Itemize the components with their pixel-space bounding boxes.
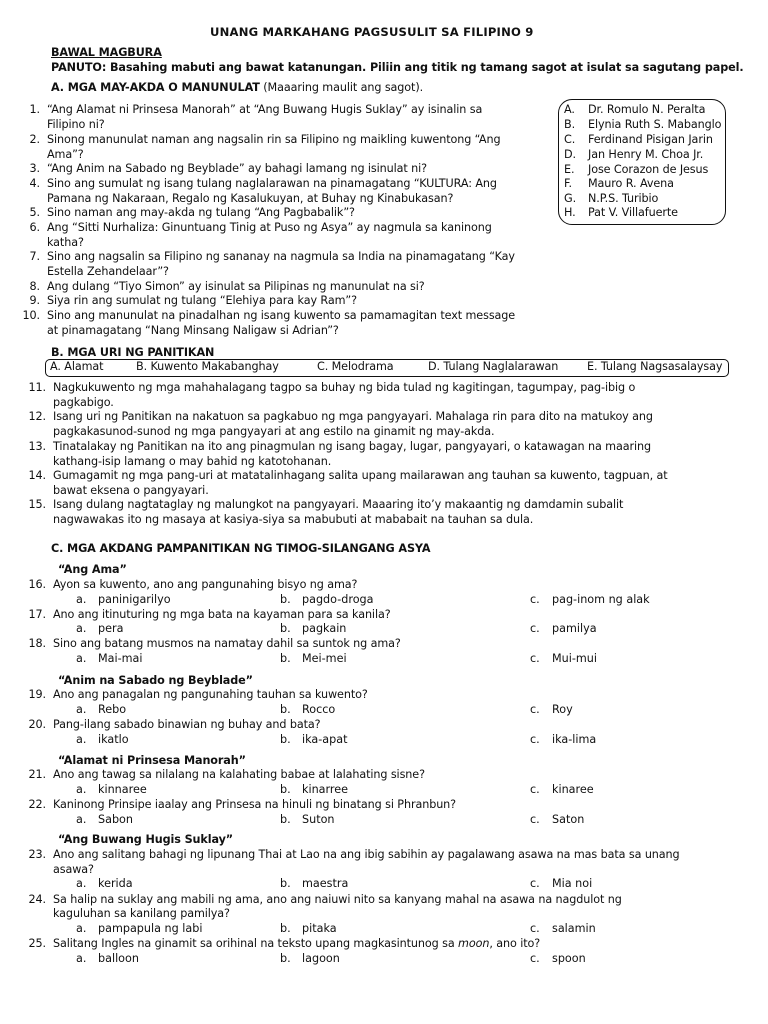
option-letter-c: c. bbox=[530, 622, 540, 635]
question-number: 24. bbox=[28, 893, 46, 906]
option-letter-a: a. bbox=[76, 813, 87, 826]
question-number: 5. bbox=[29, 206, 40, 219]
option-letter-b: b. bbox=[280, 593, 291, 606]
option-c: Roy bbox=[552, 703, 573, 716]
question-text-part: , ano ito? bbox=[489, 937, 541, 950]
question-number: 18. bbox=[28, 637, 46, 650]
option-c: Mia noi bbox=[552, 877, 593, 890]
author-choice-letter: D. bbox=[564, 148, 576, 161]
question-text: Ano ang salitang bahagi ng lipunang Thai at Lao na ang ibig sabihin ay pagalawang asawa na mas bata sa unang bbox=[53, 848, 680, 861]
question-number: 8. bbox=[29, 280, 40, 293]
question-number: 17. bbox=[28, 608, 46, 621]
author-choice-name: Jose Corazon de Jesus bbox=[588, 163, 709, 176]
question-text: Isang dulang nagtataglay ng malungkot na pangyayari. Maaaring ito’y makaantig ng damdamin subalit bbox=[53, 498, 624, 511]
option-letter-a: a. bbox=[76, 877, 87, 890]
option-c: kinaree bbox=[552, 783, 594, 796]
option-letter-b: b. bbox=[280, 813, 291, 826]
story-title: “Anim na Sabado ng Beyblade” bbox=[58, 674, 253, 687]
question-number: 19. bbox=[28, 688, 46, 701]
section-c-heading: C. MGA AKDANG PAMPANITIKAN NG TIMOG-SILANGANG ASYA bbox=[51, 542, 431, 555]
question-text: Sino ang manunulat na pinadalhan ng isang kuwento sa pamamagitan text message bbox=[47, 309, 516, 322]
question-text bbox=[53, 937, 540, 952]
question-text-part: Salitang Ingles na ginamit sa orihinal na teksto upang magkasintunog sa bbox=[53, 937, 459, 950]
question-number: 7. bbox=[29, 250, 40, 263]
option-b: pitaka bbox=[302, 922, 337, 935]
question-text: Gumagamit ng mga pang-uri at matatalinhagang salita upang mailarawan ang tauhan sa kuwento, tagpuan, at bbox=[53, 469, 668, 482]
question-text: Sino naman ang may-akda ng tulang “Ang Pagbabalik”? bbox=[47, 206, 355, 219]
option-letter-b: b. bbox=[280, 652, 291, 665]
author-choice-name: Mauro R. Avena bbox=[588, 177, 674, 190]
genre-choice: B. Kuwento Makabanghay bbox=[136, 360, 279, 373]
section-a-heading bbox=[51, 81, 423, 96]
story-title: “Ang Buwang Hugis Suklay” bbox=[58, 833, 234, 846]
option-letter-a: a. bbox=[76, 783, 87, 796]
question-text: kathang-isip lamang o may bahid ng katotohanan. bbox=[53, 455, 332, 468]
question-text: Tinatalakay ng Panitikan na ito ang pinagmulan ng isang bagay, lugar, pangyayari, o katawagan na maaring bbox=[53, 440, 651, 453]
option-letter-c: c. bbox=[530, 922, 540, 935]
question-text: Filipino ni? bbox=[47, 118, 105, 131]
option-c: Mui-mui bbox=[552, 652, 597, 665]
option-b: pagkain bbox=[302, 622, 347, 635]
option-c: spoon bbox=[552, 952, 586, 965]
question-number: 12. bbox=[28, 410, 46, 423]
question-text: “Ang Alamat ni Prinsesa Manorah” at “Ang Buwang Hugis Suklay” ay isinalin sa bbox=[47, 103, 483, 116]
option-letter-b: b. bbox=[280, 733, 291, 746]
author-choice-name: N.P.S. Turibio bbox=[588, 192, 659, 205]
author-choice-name: Pat V. Villafuerte bbox=[588, 206, 678, 219]
question-number: 1. bbox=[29, 103, 40, 116]
question-text: Sino ang sumulat ng isang tulang naglalarawan na pinamagatang “KULTURA: Ang bbox=[47, 177, 497, 190]
story-title: “Ang Ama” bbox=[58, 563, 127, 576]
option-b: Suton bbox=[302, 813, 335, 826]
question-text: pagkabigo. bbox=[53, 396, 114, 409]
question-text: Estella Zehandelaar”? bbox=[47, 265, 169, 278]
question-number: 2. bbox=[29, 133, 40, 146]
author-choice-name: Elynia Ruth S. Mabanglo bbox=[588, 118, 722, 131]
question-text: Sa halip na suklay ang mabili ng ama, ano ang naiuwi nito sa kanyang mahal na asawa na nagdulot ng bbox=[53, 893, 622, 906]
question-text: “Ang Anim na Sabado ng Beyblade” ay bahagi lamang ng isinulat ni? bbox=[47, 162, 427, 175]
question-text: Ama”? bbox=[47, 148, 84, 161]
author-choice-name: Dr. Romulo N. Peralta bbox=[588, 103, 706, 116]
option-b: maestra bbox=[302, 877, 349, 890]
option-letter-c: c. bbox=[530, 652, 540, 665]
option-c: ika-lima bbox=[552, 733, 597, 746]
section-a-title: A. MGA MAY-AKDA O MANUNULAT bbox=[51, 81, 260, 94]
question-text: Ano ang itinuturing ng mga bata na kayaman para sa kanila? bbox=[53, 608, 391, 621]
author-choice-name: Ferdinand Pisigan Jarin bbox=[588, 133, 713, 146]
genre-choice: D. Tulang Naglalarawan bbox=[428, 360, 559, 373]
option-c: salamin bbox=[552, 922, 596, 935]
option-letter-c: c. bbox=[530, 952, 540, 965]
question-text-italic: moon bbox=[458, 937, 490, 950]
question-number: 13. bbox=[28, 440, 46, 453]
question-text: Ayon sa kuwento, ano ang pangunahing bisyo ng ama? bbox=[53, 578, 358, 591]
author-choice-letter: B. bbox=[564, 118, 576, 131]
question-text: Ang “Sitti Nurhaliza: Ginuntuang Tinig at Puso ng Asya” ay nagmula sa kaninong bbox=[47, 221, 492, 234]
option-letter-a: a. bbox=[76, 703, 87, 716]
option-a: Sabon bbox=[98, 813, 133, 826]
question-text: Sinong manunulat naman ang nagsalin rin sa Filipino ng maikling kuwentong “Ang bbox=[47, 133, 501, 146]
story-title: “Alamat ni Prinsesa Manorah” bbox=[58, 754, 246, 767]
question-text: katha? bbox=[47, 236, 84, 249]
question-number: 14. bbox=[28, 469, 46, 482]
question-text: nagwawakas ito ng masaya at kasiya-siya sa mabubuti at mababait na tauhan sa dula. bbox=[53, 513, 534, 526]
option-letter-c: c. bbox=[530, 877, 540, 890]
directions: PANUTO: Basahing mabuti ang bawat katanungan. Piliin ang titik ng tamang sagot at isulat sa sagutang papel. bbox=[51, 61, 744, 74]
option-letter-c: c. bbox=[530, 703, 540, 716]
question-text: at pinamagatang “Nang Minsang Naligaw si Adrian”? bbox=[47, 324, 339, 337]
option-a: pera bbox=[98, 622, 124, 635]
option-letter-b: b. bbox=[280, 783, 291, 796]
question-number: 21. bbox=[28, 768, 46, 781]
option-letter-a: a. bbox=[76, 593, 87, 606]
option-letter-c: c. bbox=[530, 783, 540, 796]
option-b: ika-apat bbox=[302, 733, 348, 746]
author-choice-name: Jan Henry M. Choa Jr. bbox=[588, 148, 704, 161]
option-a: kerida bbox=[98, 877, 133, 890]
option-b: lagoon bbox=[302, 952, 340, 965]
warning-label: BAWAL MAGBURA bbox=[51, 46, 162, 59]
option-c: Saton bbox=[552, 813, 585, 826]
option-b: kinarree bbox=[302, 783, 349, 796]
option-a: balloon bbox=[98, 952, 139, 965]
option-letter-b: b. bbox=[280, 703, 291, 716]
question-number: 23. bbox=[28, 848, 46, 861]
author-choice-letter: F. bbox=[564, 177, 572, 190]
question-text: Nagkukuwento ng mga mahahalagang tagpo sa buhay ng bida tulad ng kagitingan, tagumpay, pag-ibig o bbox=[53, 381, 636, 394]
question-text: Sino ang batang musmos na namatay dahil sa suntok ng ama? bbox=[53, 637, 401, 650]
option-a: pampapula ng labi bbox=[98, 922, 203, 935]
question-text: bawat eksena o pangyayari. bbox=[53, 484, 209, 497]
exam-title: UNANG MARKAHANG PAGSUSULIT SA FILIPINO 9 bbox=[210, 25, 534, 39]
author-choice-letter: E. bbox=[564, 163, 575, 176]
question-number: 15. bbox=[28, 498, 46, 511]
question-text: pagkakasunod-sunod ng mga pangyayari at ang estilo na ginamit ng may-akda. bbox=[53, 425, 495, 438]
option-c: pag-inom ng alak bbox=[552, 593, 650, 606]
question-number: 10. bbox=[22, 309, 40, 322]
question-text: Ano ang panagalan ng pangunahing tauhan sa kuwento? bbox=[53, 688, 368, 701]
question-text: Sino ang nagsalin sa Filipino ng sananay na nagmula sa India na pinamagatang “Kay bbox=[47, 250, 515, 263]
question-text: Siya rin ang sumulat ng tulang “Elehiya para kay Ram”? bbox=[47, 294, 357, 307]
option-letter-b: b. bbox=[280, 952, 291, 965]
option-letter-b: b. bbox=[280, 622, 291, 635]
question-number: 20. bbox=[28, 718, 46, 731]
option-letter-b: b. bbox=[280, 877, 291, 890]
question-text: asawa? bbox=[53, 863, 94, 876]
option-a: Rebo bbox=[98, 703, 127, 716]
question-text: Ano ang tawag sa nilalang na kalahating babae at lalahating sisne? bbox=[53, 768, 425, 781]
question-number: 6. bbox=[29, 221, 40, 234]
option-letter-a: a. bbox=[76, 922, 87, 935]
author-choice-letter: C. bbox=[564, 133, 576, 146]
option-c: pamilya bbox=[552, 622, 597, 635]
option-letter-c: c. bbox=[530, 593, 540, 606]
question-text: Pamana ng Nakaraan, Regalo ng Kasalukuyan, at Buhay ng Kinabukasan? bbox=[47, 192, 454, 205]
option-b: Rocco bbox=[302, 703, 336, 716]
option-b: pagdo-droga bbox=[302, 593, 374, 606]
question-number: 4. bbox=[29, 177, 40, 190]
option-a: kinnaree bbox=[98, 783, 147, 796]
author-choice-letter: G. bbox=[564, 192, 577, 205]
genre-choice: C. Melodrama bbox=[317, 360, 394, 373]
option-letter-b: b. bbox=[280, 922, 291, 935]
option-letter-a: a. bbox=[76, 733, 87, 746]
genre-choice: E. Tulang Nagsasalaysay bbox=[587, 360, 723, 373]
question-text: Isang uri ng Panitikan na nakatuon sa pagkabuo ng mga pangyayari. Mahalaga rin para dito na matukoy ang bbox=[53, 410, 653, 423]
question-text: kaguluhan sa kanilang pamilya? bbox=[53, 907, 230, 920]
option-b: Mei-mei bbox=[302, 652, 347, 665]
option-a: paninigarilyo bbox=[98, 593, 171, 606]
question-number: 3. bbox=[29, 162, 40, 175]
option-letter-a: a. bbox=[76, 952, 87, 965]
section-b-heading: B. MGA URI NG PANITIKAN bbox=[51, 346, 215, 359]
option-letter-a: a. bbox=[76, 652, 87, 665]
option-letter-c: c. bbox=[530, 733, 540, 746]
author-choice-letter: H. bbox=[564, 206, 576, 219]
question-text: Kaninong Prinsipe iaalay ang Prinsesa na hinuli ng binatang si Phranbun? bbox=[53, 798, 457, 811]
genre-choice: A. Alamat bbox=[50, 360, 104, 373]
option-a: ikatlo bbox=[98, 733, 129, 746]
author-choice-letter: A. bbox=[564, 103, 575, 116]
question-number: 11. bbox=[28, 381, 46, 394]
question-number: 25. bbox=[28, 937, 46, 950]
option-letter-a: a. bbox=[76, 622, 87, 635]
question-text: Pang-ilang sabado binawian ng buhay and bata? bbox=[53, 718, 321, 731]
question-text: Ang dulang “Tiyo Simon” ay isinulat sa Pilipinas ng manunulat na si? bbox=[47, 280, 425, 293]
question-number: 16. bbox=[28, 578, 46, 591]
option-a: Mai-mai bbox=[98, 652, 143, 665]
option-letter-c: c. bbox=[530, 813, 540, 826]
question-number: 22. bbox=[28, 798, 46, 811]
question-number: 9. bbox=[29, 294, 40, 307]
section-a-note: (Maaaring maulit ang sagot). bbox=[259, 81, 424, 94]
